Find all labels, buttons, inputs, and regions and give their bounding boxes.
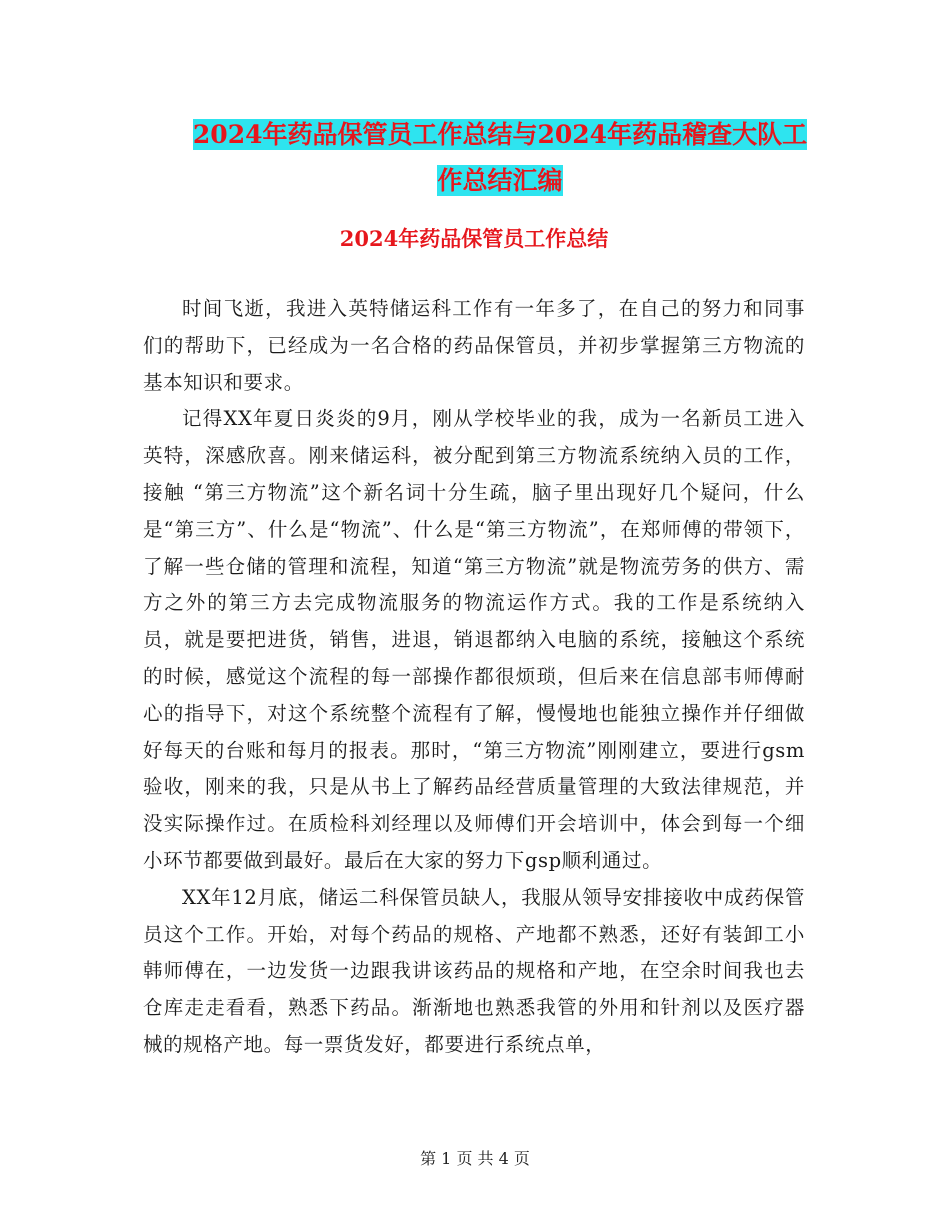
document-title-line-2: 作总结汇编: [437, 166, 563, 195]
section-title: 2024年药品保管员工作总结: [339, 226, 609, 251]
paragraph-3: XX年12月底，储运二科保管员缺人，我服从领导安排接收中成药保管员这个工作。开始，对每个药品的规格、产地都不熟悉，还好有装卸工小韩师傅在，一边发货一边跟我讲该药品的规格和产地，在空余时间我也去仓库走走看看，熟悉下药品。渐渐地也熟悉我管的外用和针剂以及医疗器械的规格产地。每一票货发好，都要进行系统点单，: [143, 885, 805, 1056]
document-title: [150, 112, 850, 204]
document-body: [143, 291, 805, 1064]
paragraph-2: 记得XX年夏日炎炎的9月，刚从学校毕业的我，成为一名新员工进入英特，深感欣喜。刚来储运科，被分配到第三方物流系统纳入员的工作，接触 “第三方物流”这个新名词十分生疏，脑子里出现好几个疑问，什么是“第三方”、什么是“物流”、什么是“第三方物流”，在郑师傅的带领下，了解一些仓储的管理和流程，知道“第三方物流”就是物流劳务的供方、需方之外的第三方去完成物流服务的物流运作方式。我的工作是系统纳入员，就是要把进货，销售，进退，销退都纳入电脑的系统，接触这个系统的时候，感觉这个流程的每一部操作都很烦琐，但后来在信息部韦师傅耐心的指导下，对这个系统整个流程有了解，慢慢地也能独立操作并仔细做好每天的台账和每月的报表。那时，“第三方物流”刚刚建立，要进行gsm验收，刚来的我，只是从书上了解药品经营质量管理的大致法律规范，并没实际操作过。在质检科刘经理以及师傅们开会培训中，体会到每一个细小环节都要做到最好。最后在大家的努力下gsp顺利通过。: [143, 407, 805, 872]
document-title-line-1: 2024年药品保管员工作总结与2024年药品稽查大队工: [192, 120, 808, 149]
paragraph-1: 时间飞逝，我进入英特储运科工作有一年多了，在自己的努力和同事们的帮助下，已经成为一名合格的药品保管员，并初步掌握第三方物流的基本知识和要求。: [143, 297, 805, 394]
page-footer: 第 1 页 共 4 页: [420, 1149, 530, 1168]
